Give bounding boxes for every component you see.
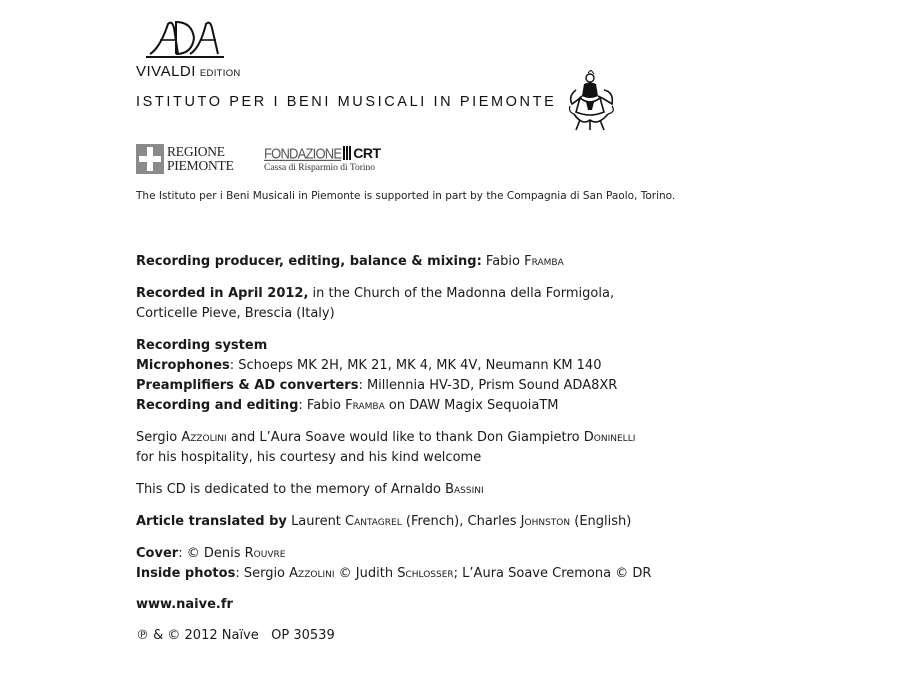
regione-text <box>167 145 234 173</box>
recorded-line-1: Recorded in April 2012, in the Church of the Madonna della Formigola, <box>136 286 615 301</box>
dedication-line: This CD is dedicated to the memory of Arnaldo Bassini <box>136 482 484 497</box>
edition-label: EDITION <box>199 68 241 79</box>
edition-name: VIVALDI <box>136 63 196 80</box>
credits-block <box>136 252 651 646</box>
editing-line: Recording and editing: Fabio Framba on DAW Magix SequoiaTM <box>136 398 559 413</box>
edition-title <box>136 63 241 81</box>
producer-line: Recording producer, editing, balance & mixing: Fabio Framba <box>136 254 564 269</box>
institute-emblem-icon <box>566 70 618 132</box>
ada-logo <box>146 18 226 60</box>
regione-line2: PIEMONTE <box>167 158 234 173</box>
crt-subtitle: Cassa di Risparmio di Torino <box>264 163 376 173</box>
cover-line: Cover: © Denis Rouvre <box>136 546 286 561</box>
bars-icon <box>343 146 352 160</box>
fondazione-label: FONDAZIONE <box>264 144 342 162</box>
fondazione-crt-logo <box>264 145 381 173</box>
translation-line: Article translated by Laurent Cantagrel (French), Charles Johnston (English) <box>136 514 632 529</box>
regione-line1: REGIONE <box>167 144 225 159</box>
regione-piemonte-logo <box>136 143 234 175</box>
system-heading: Recording system <box>136 338 268 353</box>
copyright-line: ℗ & © 2012 Naïve OP 30539 <box>136 628 335 643</box>
microphones-line: Microphones: Schoeps MK 2H, MK 21, MK 4, MK 4V, Neumann KM 140 <box>136 358 602 373</box>
photos-line: Inside photos: Sergio Azzolini © Judith Schlosser; L’Aura Soave Cremona © DR <box>136 566 652 581</box>
cross-flag-icon <box>136 144 164 174</box>
thanks-line-1: Sergio Azzolini and L’Aura Soave would like to thank Don Giampietro Doninelli <box>136 430 636 445</box>
website-link[interactable]: www.naive.fr <box>136 597 233 612</box>
thanks-line-2: for his hospitality, his courtesy and his kind welcome <box>136 450 482 465</box>
recorded-line-2: Corticelle Pieve, Brescia (Italy) <box>136 306 335 321</box>
support-note: The Istituto per i Beni Musicali in Piemonte is supported in part by the Compagnia di San Paolo, Torino. <box>136 190 676 202</box>
crt-title-row <box>264 145 381 161</box>
institute-name: ISTITUTO PER I BENI MUSICALI IN PIEMONTE <box>136 94 557 110</box>
preamp-line: Preamplifiers & AD converters: Millennia HV-3D, Prism Sound ADA8XR <box>136 378 618 393</box>
crt-label: CRT <box>353 145 381 161</box>
